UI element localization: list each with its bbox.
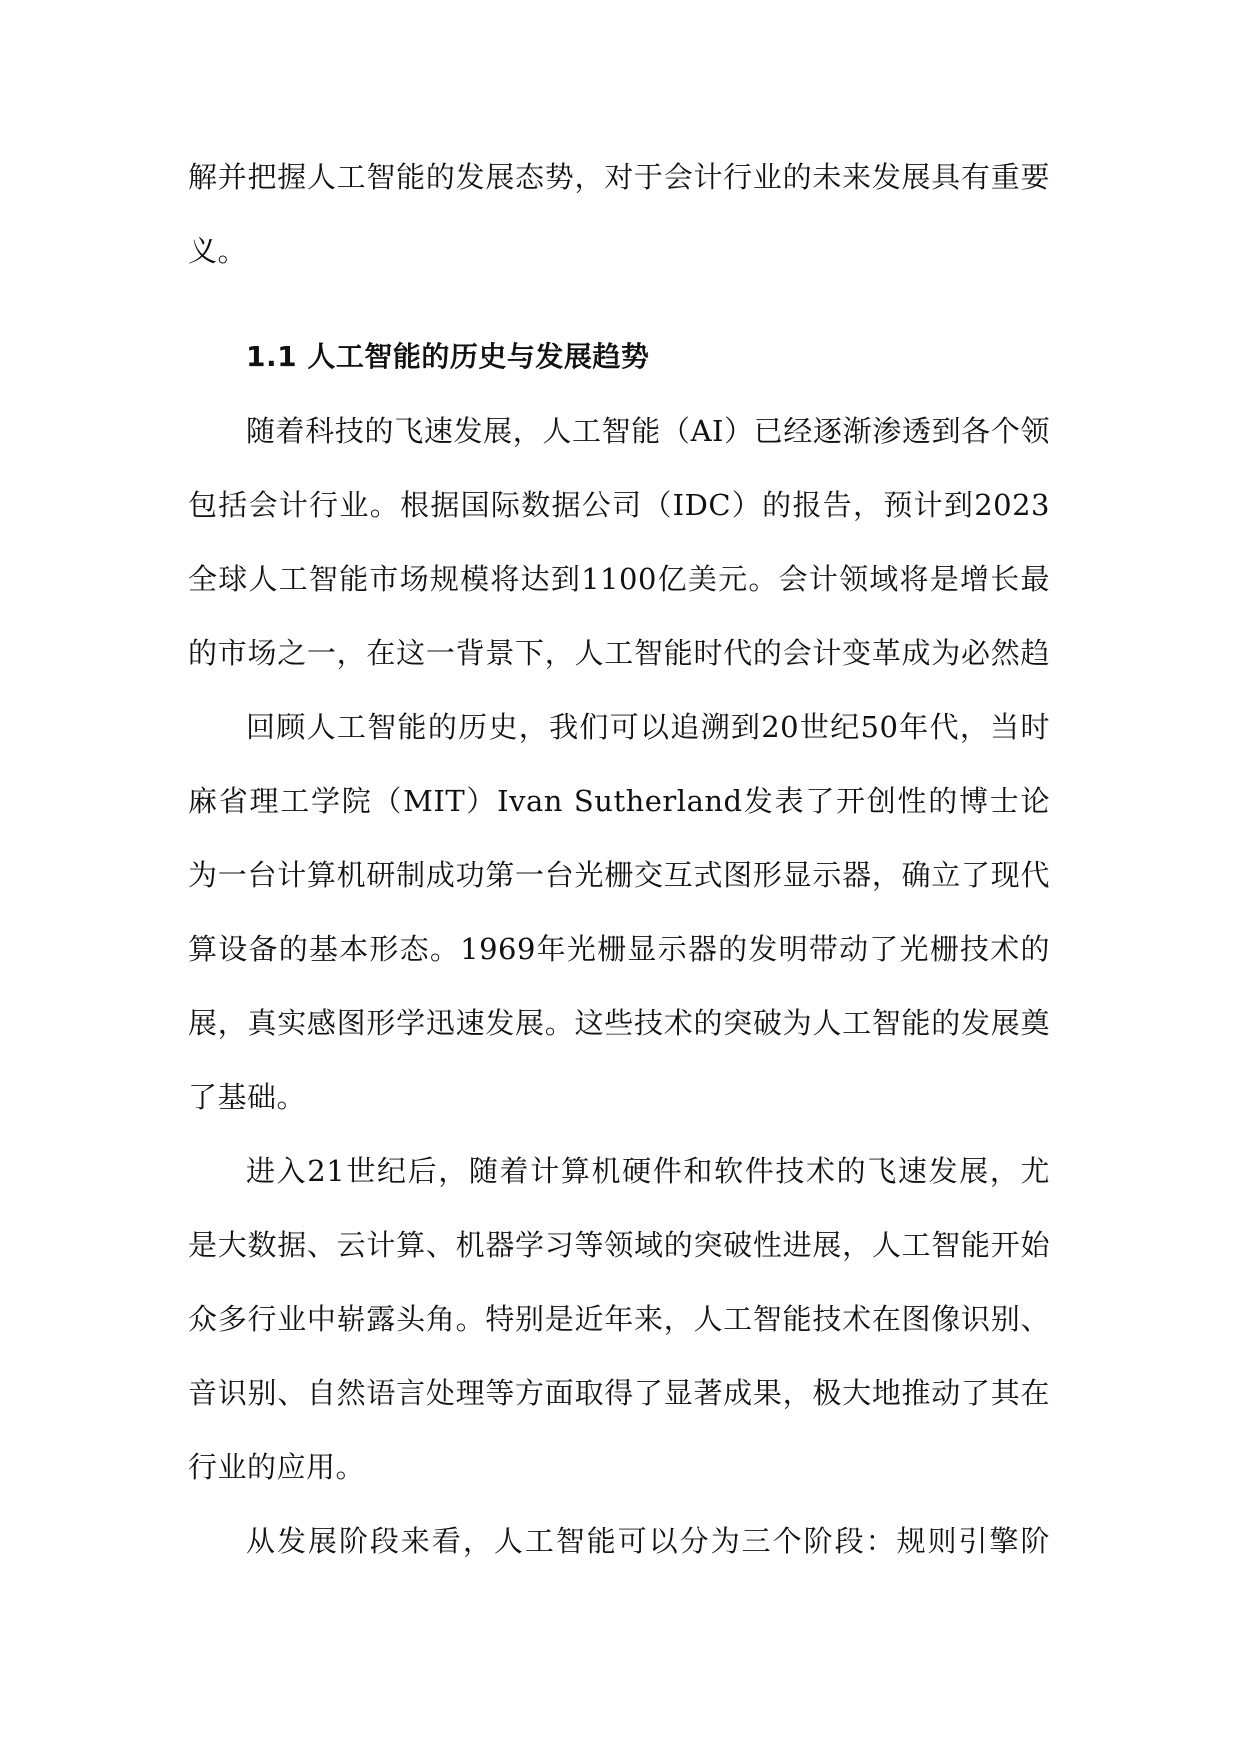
text-line: 了基础。 — [188, 1080, 307, 1114]
text-line: 义。 — [188, 234, 248, 268]
text-line: 的市场之一，在这一背景下，人工智能时代的会计变革成为必然趋 — [188, 636, 1050, 670]
text-line: 从发展阶段来看，人工智能可以分为三个阶段：规则引擎阶 — [246, 1524, 1050, 1558]
text-line: 音识别、自然语言处理等方面取得了显著成果，极大地推动了其在 — [188, 1376, 1050, 1410]
text-line: 解并把握人工智能的发展态势，对于会计行业的未来发展具有重要 — [188, 160, 1050, 194]
paragraph-4 — [188, 1504, 1050, 1578]
text-line: 麻省理工学院（MIT）Ivan Sutherland发表了开创性的博士论 — [188, 784, 1050, 818]
text-line: 回顾人工智能的历史，我们可以追溯到20世纪50年代，当时 — [246, 710, 1050, 744]
body-text — [188, 140, 1050, 1578]
text-line: 为一台计算机研制成功第一台光栅交互式图形显示器，确立了现代 — [188, 858, 1050, 892]
text-line: 包括会计行业。根据国际数据公司（IDC）的报告，预计到2023 — [188, 488, 1050, 522]
text-line: 展，真实感图形学迅速发展。这些技术的突破为人工智能的发展奠 — [188, 1006, 1050, 1040]
paragraph-1 — [188, 394, 1050, 690]
intro-paragraph — [188, 140, 1050, 288]
text-line: 随着科技的飞速发展，人工智能（AI）已经逐渐渗透到各个领 — [246, 414, 1050, 448]
paragraph-2 — [188, 690, 1050, 1134]
text-line: 是大数据、云计算、机器学习等领域的突破性进展，人工智能开始 — [188, 1228, 1050, 1262]
paragraph-3 — [188, 1134, 1050, 1504]
text-line: 算设备的基本形态。1969年光栅显示器的发明带动了光栅技术的 — [188, 932, 1050, 966]
text-line: 全球人工智能市场规模将达到1100亿美元。会计领域将是增长最 — [188, 562, 1050, 596]
text-line: 行业的应用。 — [188, 1450, 366, 1484]
text-line: 进入21世纪后，随着计算机硬件和软件技术的飞速发展，尤 — [246, 1154, 1050, 1188]
section-heading: 1.1 人工智能的历史与发展趋势 — [246, 340, 650, 373]
text-line: 众多行业中崭露头角。特别是近年来，人工智能技术在图像识别、 — [188, 1302, 1050, 1336]
